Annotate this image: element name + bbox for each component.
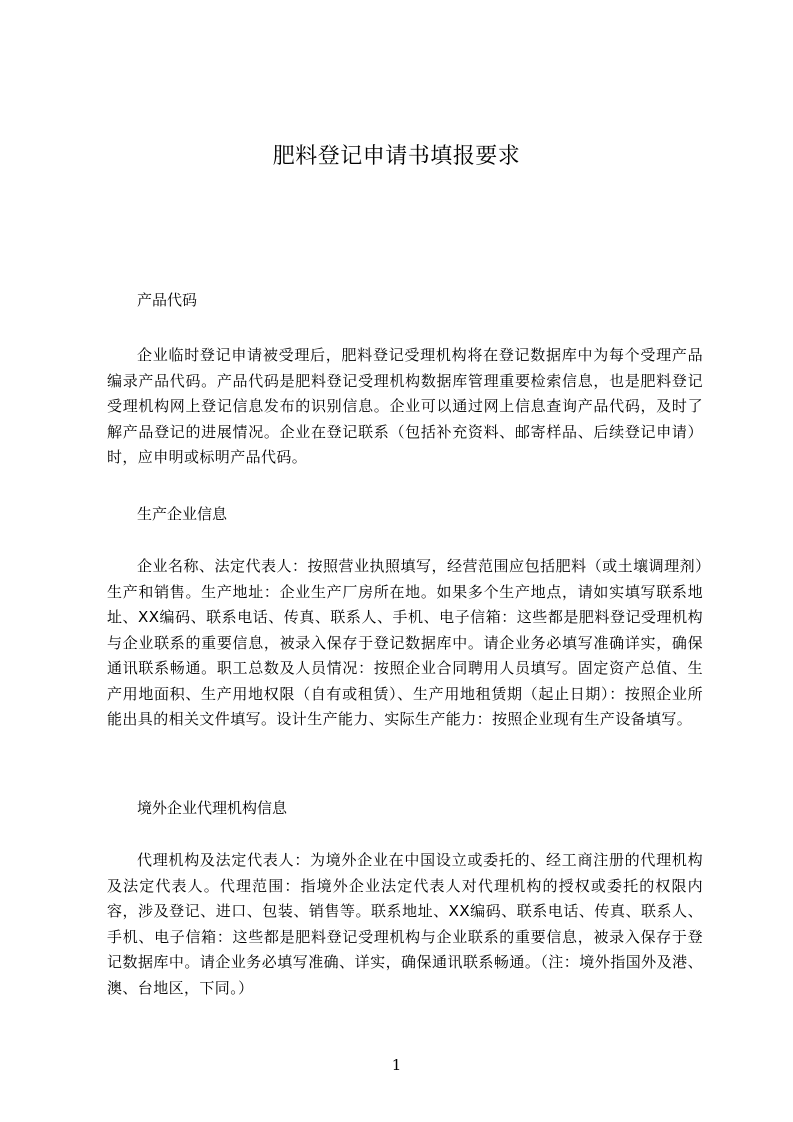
page-title: 肥料登记申请书填报要求 xyxy=(272,144,521,169)
section-body-agent-info: 代理机构及法定代表人：为境外企业在中国设立或委托的、经工商注册的代理机构及法定代表人。代理范围：指境外企业法定代表人对代理机构的授权或委托的权限内容，涉及登记、进口、包装、销售等。联系地址、XX编码、联系电话、传真、联系人、手机、电子信箱：这些都是肥料登记受理机构与企业联系的重要信息，被录入保存于登记数据库中。请企业务必填写准确、详实，确保通讯联系畅通。（注：境外指国外及港、澳、台地区，下同。） xyxy=(107,851,703,997)
page-number: 1 xyxy=(391,1056,402,1074)
section-heading-agent-info: 境外企业代理机构信息 xyxy=(137,799,288,817)
section-heading-manufacturer-info: 生产企业信息 xyxy=(137,505,228,523)
section-body-manufacturer-info: 企业名称、法定代表人：按照营业执照填写，经营范围应包括肥料（或土壤调理剂）生产和销售。生产地址：企业生产厂房所在地。如果多个生产地点，请如实填写联系地址、XX编码、联系电话、传真、联系人、手机、电子信箱：这些都是肥料登记受理机构与企业联系的重要信息，被录入保存于登记数据库中。请企业务必填写准确详实，确保通讯联系畅通。职工总数及人员情况：按照企业合同聘用人员填写。固定资产总值、生产用地面积、生产用地权限（自有或租赁）、生产用地租赁期（起止日期）：按照企业所能出具的相关文件填写。设计生产能力、实际生产能力：按照企业现有生产设备填写。 xyxy=(107,557,703,728)
section-heading-product-code: 产品代码 xyxy=(137,291,198,309)
section-body-product-code: 企业临时登记申请被受理后，肥料登记受理机构将在登记数据库中为每个受理产品编录产品代码。产品代码是肥料登记受理机构数据库管理重要检索信息，也是肥料登记受理机构网上登记信息发布的识别信息。企业可以通过网上信息查询产品代码，及时了解产品登记的进展情况。企业在登记联系（包括补充资料、邮寄样品、后续登记申请）时，应申明或标明产品代码。 xyxy=(107,346,703,466)
